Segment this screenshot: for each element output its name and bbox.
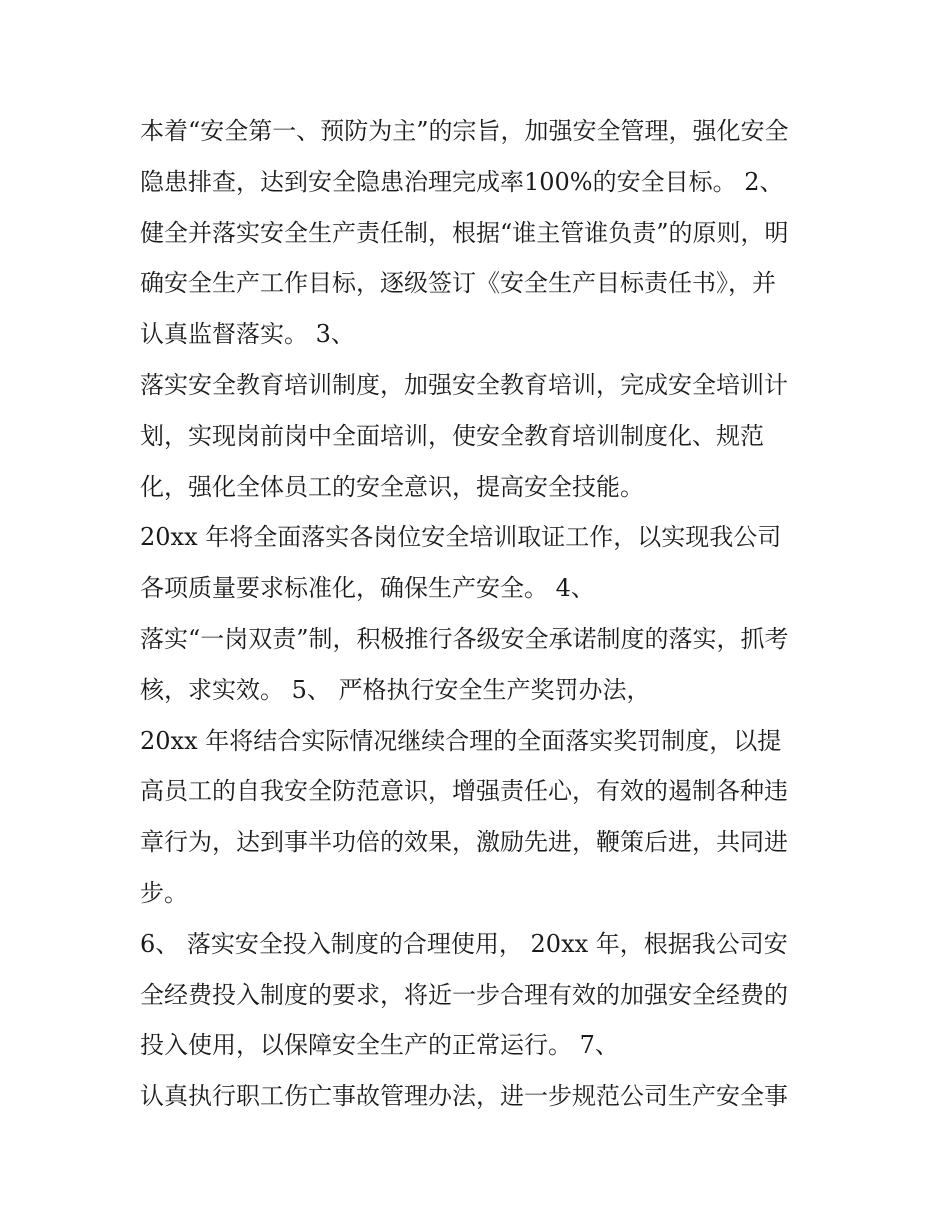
text-line: 落实“一岗双责”制，积极推行各级安全承诺制度的落实，抓考 xyxy=(140,624,789,653)
text-line: 划，实现岗前岗中全面培训，使安全教育培训制度化、规范 xyxy=(140,421,764,450)
text-line: 化，强化全体员工的安全意识，提高安全技能。 xyxy=(140,472,644,501)
text-line: 认真监督落实。 3、 xyxy=(140,320,355,349)
text-line: 6、 落实安全投入制度的合理使用， 20xx 年，根据我公司安 xyxy=(140,929,788,958)
text-line: 投入使用，以保障安全生产的正常运行。 7、 xyxy=(140,1031,619,1060)
text-line: 隐患排查，达到安全隐患治理完成率100%的安全目标。 2、 xyxy=(140,167,784,196)
text-line: 核，求实效。 5、 严格执行安全生产奖罚办法， xyxy=(140,675,651,704)
text-line: 认真执行职工伤亡事故管理办法，进一步规范公司生产安全事 xyxy=(140,1082,788,1111)
text-line: 本着“安全第一、预防为主”的宗旨，加强安全管理，强化安全 xyxy=(140,117,789,145)
document-body xyxy=(140,106,820,1122)
text-line: 健全并落实安全生产责任制，根据“谁主管谁负责”的原则，明 xyxy=(140,218,789,247)
text-line: 章行为，达到事半功倍的效果，激励先进，鞭策后进，共同进 xyxy=(140,828,788,857)
text-line: 各项质量要求标准化，确保生产安全。 4、 xyxy=(140,574,595,603)
text-line: 高员工的自我安全防范意识，增强责任心，有效的遏制各种违 xyxy=(140,777,788,806)
text-line: 步。 xyxy=(140,878,188,907)
text-line: 确安全生产工作目标，逐级签订《安全生产目标责任书》，并 xyxy=(140,269,776,298)
text-line: 20xx 年将全面落实各岗位安全培训取证工作，以实现我公司 xyxy=(140,523,782,552)
text-line: 20xx 年将结合实际情况继续合理的全面落实奖罚制度，以提 xyxy=(140,726,782,755)
text-line: 落实安全教育培训制度，加强安全教育培训，完成安全培训计 xyxy=(140,370,788,399)
text-line: 全经费投入制度的要求，将近一步合理有效的加强安全经费的 xyxy=(140,980,788,1009)
